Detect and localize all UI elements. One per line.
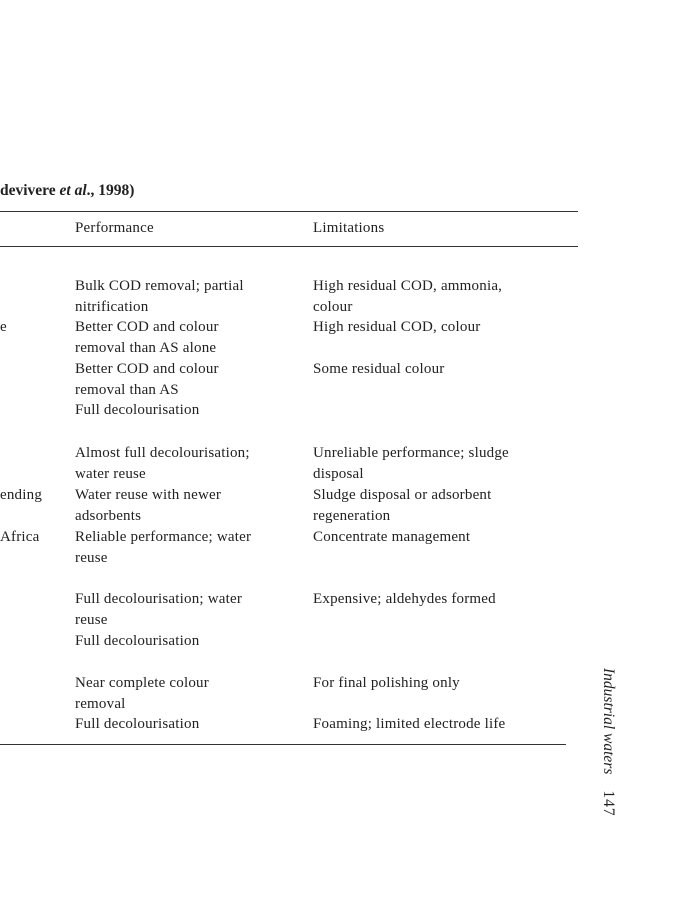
row-9-performance: Near complete colour removal	[75, 675, 209, 712]
page-number: 147	[600, 790, 617, 817]
row-0-performance: Bulk COD removal; partial nitrification	[75, 278, 244, 315]
row-7-limitations: Expensive; aldehydes formed	[313, 591, 496, 607]
row-6-limitations: Concentrate management	[313, 529, 471, 545]
row-0-limitations: High residual COD, ammonia, colour	[313, 278, 503, 315]
row-6-performance: Reliable performance; water reuse	[75, 529, 252, 566]
header-limitations: Limitations	[313, 220, 385, 236]
caption-prefix: devivere	[0, 182, 60, 199]
table-bottom-rule	[0, 744, 566, 745]
running-head-title: Industrial waters	[600, 668, 617, 775]
row-1-left: e	[0, 319, 7, 335]
row-10-limitations: Foaming; limited electrode life	[313, 716, 506, 732]
header-performance: Performance	[75, 220, 154, 236]
row-2-limitations: Some residual colour	[313, 361, 445, 377]
row-10-performance: Full decolourisation	[75, 716, 200, 732]
row-7-performance: Full decolourisation; water reuse	[75, 591, 243, 628]
row-1-limitations: High residual COD, colour	[313, 319, 481, 335]
caption-suffix: ., 1998)	[86, 182, 135, 199]
row-2-performance: Better COD and colour removal than AS	[75, 361, 219, 398]
table-caption	[0, 182, 134, 200]
caption-etal: et al	[59, 182, 87, 199]
row-6-left: Africa	[0, 529, 40, 545]
row-3-performance: Full decolourisation	[75, 402, 200, 418]
row-4-performance: Almost full decolourisation; water reuse	[75, 445, 250, 482]
row-5-performance: Water reuse with newer adsorbents	[75, 487, 222, 524]
row-5-limitations: Sludge disposal or adsorbent regeneration	[313, 487, 492, 524]
row-5-left: ending	[0, 487, 43, 503]
row-4-limitations: Unreliable performance; sludge disposal	[313, 445, 509, 482]
table-top-rule	[0, 211, 578, 212]
table-header-rule	[0, 246, 578, 247]
row-9-limitations: For final polishing only	[313, 675, 460, 691]
running-head	[561, 668, 661, 828]
row-1-performance: Better COD and colour removal than AS alone	[75, 319, 219, 356]
row-8-performance: Full decolourisation	[75, 633, 200, 649]
